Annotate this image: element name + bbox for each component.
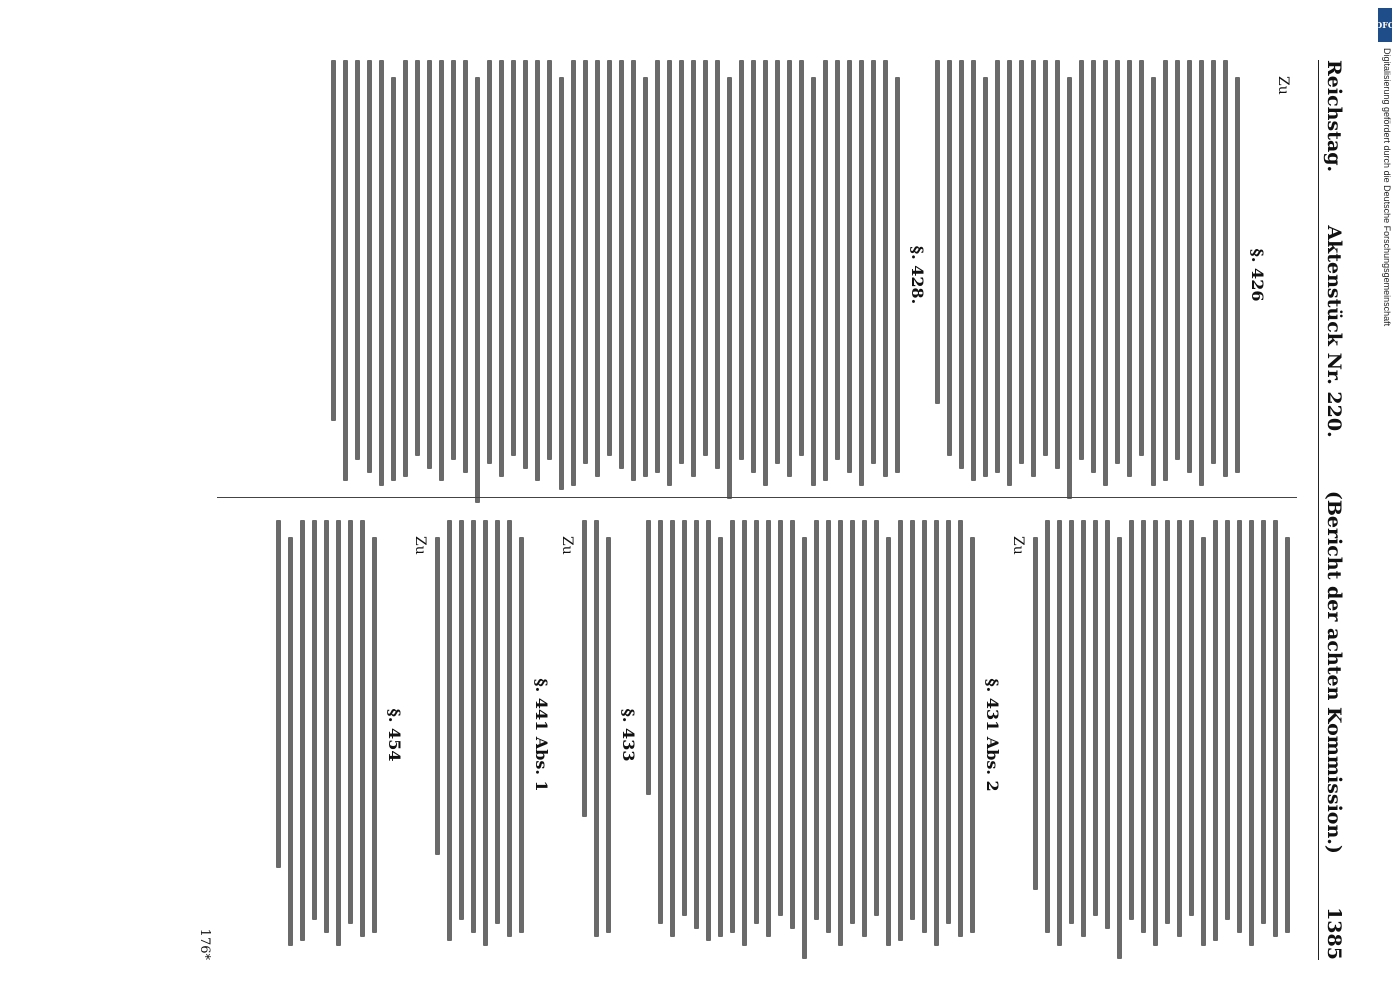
left-column bbox=[217, 60, 1297, 490]
text-line bbox=[826, 520, 831, 933]
text-line bbox=[391, 77, 396, 481]
text-line bbox=[1225, 520, 1230, 920]
text-line bbox=[811, 77, 816, 486]
text-line bbox=[739, 60, 744, 460]
text-line bbox=[1069, 520, 1074, 924]
text-line bbox=[507, 520, 512, 937]
text-line bbox=[679, 60, 684, 464]
text-line bbox=[1105, 520, 1110, 929]
text-line bbox=[1261, 520, 1266, 924]
text-line bbox=[1187, 60, 1192, 473]
right-heading-3: §. 441 Abs. 1 bbox=[532, 678, 551, 792]
text-line bbox=[727, 77, 732, 498]
text-line bbox=[715, 60, 720, 469]
dfg-logo: DFG bbox=[1378, 8, 1392, 42]
text-line bbox=[1019, 60, 1024, 464]
text-line bbox=[799, 60, 804, 456]
text-line bbox=[682, 520, 687, 916]
text-line bbox=[331, 60, 336, 421]
text-line bbox=[547, 60, 552, 460]
text-line bbox=[871, 60, 876, 464]
text-line bbox=[694, 520, 699, 929]
text-line bbox=[1129, 520, 1134, 920]
text-line bbox=[312, 520, 317, 920]
text-line bbox=[495, 520, 500, 924]
right-paragraphs-5 bbox=[276, 520, 377, 950]
text-line bbox=[288, 537, 293, 946]
text-line bbox=[343, 60, 348, 481]
text-line bbox=[559, 77, 564, 490]
text-line bbox=[571, 60, 576, 486]
right-zu-3: Zu bbox=[412, 536, 428, 555]
text-line bbox=[775, 60, 780, 464]
text-line bbox=[447, 520, 452, 941]
text-line bbox=[1237, 520, 1242, 933]
text-line bbox=[483, 520, 488, 946]
text-line bbox=[1079, 60, 1084, 460]
text-line bbox=[276, 520, 281, 868]
text-line bbox=[595, 60, 600, 477]
text-line bbox=[778, 520, 783, 916]
text-line bbox=[1151, 77, 1156, 486]
header-center-left: Aktenstück Nr. 220. bbox=[1323, 225, 1345, 438]
text-line bbox=[947, 60, 952, 456]
left-heading-2: §. 428. bbox=[908, 245, 927, 305]
left-paragraphs-1 bbox=[935, 60, 1240, 490]
text-line bbox=[1249, 520, 1254, 946]
text-line bbox=[847, 60, 852, 473]
text-line bbox=[823, 60, 828, 481]
text-line bbox=[766, 520, 771, 937]
text-line bbox=[336, 520, 341, 946]
text-line bbox=[790, 520, 795, 929]
left-paragraphs-2 bbox=[331, 60, 900, 490]
text-line bbox=[910, 520, 915, 920]
left-zu-1: Zu bbox=[1275, 76, 1291, 95]
right-paragraphs-4 bbox=[435, 520, 524, 950]
text-line bbox=[583, 60, 588, 464]
text-line bbox=[523, 60, 528, 469]
text-line bbox=[1115, 60, 1120, 464]
text-line bbox=[691, 60, 696, 477]
text-line bbox=[582, 520, 587, 817]
text-line bbox=[300, 520, 305, 941]
text-line bbox=[983, 77, 988, 477]
text-line bbox=[535, 60, 540, 481]
text-line bbox=[814, 520, 819, 920]
text-line bbox=[1285, 537, 1290, 933]
text-line bbox=[646, 520, 651, 795]
text-line bbox=[1091, 60, 1096, 473]
running-header bbox=[1318, 60, 1357, 960]
text-line bbox=[1211, 60, 1216, 464]
text-line bbox=[463, 60, 468, 473]
text-line bbox=[850, 520, 855, 924]
right-column bbox=[217, 520, 1297, 950]
text-line bbox=[1175, 60, 1180, 460]
text-line bbox=[372, 537, 377, 933]
text-line bbox=[934, 520, 939, 946]
text-line bbox=[487, 60, 492, 464]
text-line bbox=[935, 60, 940, 404]
text-line bbox=[1117, 537, 1122, 958]
left-heading-1: §. 426 bbox=[1248, 248, 1267, 302]
text-line bbox=[922, 520, 927, 933]
text-line bbox=[415, 60, 420, 456]
text-line bbox=[1213, 520, 1218, 941]
text-line bbox=[367, 60, 372, 473]
text-line bbox=[403, 60, 408, 477]
text-line bbox=[1081, 520, 1086, 937]
rotated-document-page bbox=[157, 0, 1397, 1000]
text-line bbox=[1045, 520, 1050, 933]
right-heading-1: §. 431 Abs. 2 bbox=[983, 678, 1002, 792]
text-line bbox=[1189, 520, 1194, 916]
text-line bbox=[355, 60, 360, 460]
text-line bbox=[1201, 537, 1206, 946]
text-line bbox=[667, 60, 672, 486]
text-line bbox=[1141, 520, 1146, 933]
text-line bbox=[970, 537, 975, 933]
text-line bbox=[670, 520, 675, 937]
text-line bbox=[643, 77, 648, 477]
text-line bbox=[742, 520, 747, 946]
text-line bbox=[475, 77, 480, 503]
text-line bbox=[1153, 520, 1158, 946]
text-line bbox=[439, 60, 444, 481]
text-line bbox=[1057, 520, 1062, 946]
text-line bbox=[763, 60, 768, 486]
text-line bbox=[471, 520, 476, 933]
text-line bbox=[787, 60, 792, 477]
text-line bbox=[459, 520, 464, 920]
text-line bbox=[971, 60, 976, 481]
text-line bbox=[1103, 60, 1108, 486]
right-paragraphs-3 bbox=[582, 520, 611, 950]
text-line bbox=[1165, 520, 1170, 924]
text-line bbox=[751, 60, 756, 473]
text-line bbox=[451, 60, 456, 460]
text-line bbox=[360, 520, 365, 937]
header-left: Reichstag. bbox=[1323, 60, 1345, 173]
text-line bbox=[706, 520, 711, 941]
text-line bbox=[895, 77, 900, 473]
text-line bbox=[883, 60, 888, 477]
text-line bbox=[838, 520, 843, 946]
text-line bbox=[959, 60, 964, 469]
right-heading-4: §. 454 bbox=[385, 708, 404, 762]
right-paragraphs-2 bbox=[646, 520, 975, 950]
text-line bbox=[1043, 60, 1048, 456]
text-line bbox=[499, 60, 504, 477]
text-line bbox=[958, 520, 963, 937]
text-line bbox=[435, 537, 440, 855]
text-line bbox=[1177, 520, 1182, 937]
text-line bbox=[1223, 60, 1228, 477]
right-heading-2: §. 433 bbox=[619, 708, 638, 762]
column-divider bbox=[217, 497, 1297, 498]
text-line bbox=[730, 520, 735, 933]
dfg-funding-note: Digitalisierung gefördert durch die Deutsche Forschungsgemeinschaft bbox=[1382, 48, 1392, 327]
text-line bbox=[1127, 60, 1132, 477]
text-line bbox=[862, 520, 867, 937]
text-line bbox=[655, 60, 660, 473]
text-line bbox=[1163, 60, 1168, 481]
text-line bbox=[1055, 60, 1060, 469]
text-line bbox=[946, 520, 951, 924]
right-zu-2: Zu bbox=[559, 536, 575, 555]
text-line bbox=[1139, 60, 1144, 456]
text-line bbox=[703, 60, 708, 456]
text-line bbox=[1273, 520, 1278, 937]
text-line bbox=[802, 537, 807, 958]
text-line bbox=[606, 537, 611, 933]
text-line bbox=[348, 520, 353, 924]
dfg-side-note bbox=[1375, 8, 1395, 648]
text-line bbox=[718, 537, 723, 937]
text-line bbox=[619, 60, 624, 469]
text-line bbox=[1007, 60, 1012, 486]
text-line bbox=[607, 60, 612, 456]
text-line bbox=[658, 520, 663, 924]
text-line bbox=[874, 520, 879, 916]
text-line bbox=[886, 537, 891, 946]
text-line bbox=[1235, 77, 1240, 473]
text-line bbox=[631, 60, 636, 481]
right-paragraphs-1 bbox=[1033, 520, 1290, 950]
text-line bbox=[859, 60, 864, 486]
header-center-right: (Bericht der achten Kommission.) bbox=[1323, 490, 1345, 854]
text-line bbox=[835, 60, 840, 460]
text-line bbox=[898, 520, 903, 941]
text-line bbox=[594, 520, 599, 937]
right-zu-1: Zu bbox=[1010, 536, 1026, 555]
text-line bbox=[1033, 537, 1038, 890]
text-line bbox=[519, 537, 524, 933]
text-line bbox=[1093, 520, 1098, 916]
text-line bbox=[427, 60, 432, 469]
header-page-number: 1385 bbox=[1323, 907, 1345, 960]
text-line bbox=[995, 60, 1000, 473]
text-line bbox=[511, 60, 516, 456]
text-line bbox=[1067, 77, 1072, 498]
text-line bbox=[1031, 60, 1036, 477]
text-line bbox=[754, 520, 759, 924]
text-line bbox=[324, 520, 329, 933]
text-line bbox=[1199, 60, 1204, 486]
text-line bbox=[379, 60, 384, 486]
sheet-signature: 176* bbox=[197, 928, 212, 960]
